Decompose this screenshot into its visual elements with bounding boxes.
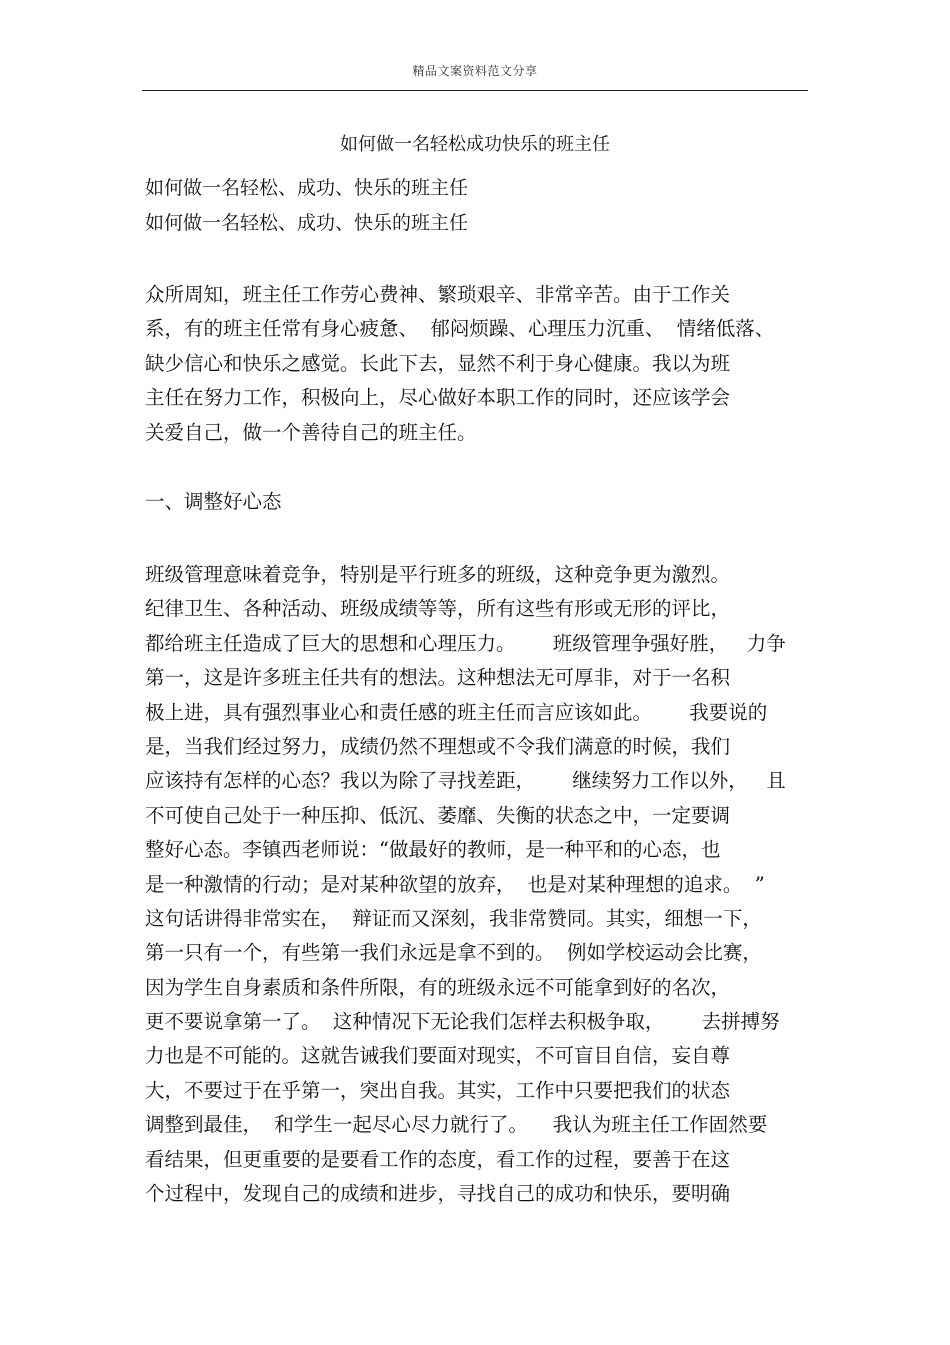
paragraph-line: 调整到最佳， 和学生一起尽心尽力就行了。 我认为班主任工作固然要 (145, 1113, 768, 1137)
paragraph-line: 大，不要过于在乎第一，突出自我。其实，工作中只要把我们的状态 (145, 1078, 731, 1102)
intro-paragraph (145, 278, 815, 450)
paragraph-line: 因为学生自身素质和条件所限，有的班级永远不可能拿到好的名次， (145, 975, 731, 999)
paragraph-line: 整好心态。李镇西老师说：“做最好的教师，是一种平和的心态，也 (145, 838, 721, 862)
paragraph-line: 班级管理意味着竞争，特别是平行班多的班级，这种竞争更为激烈。 (145, 563, 731, 586)
paragraph-line: 看结果，但更重要的是要看工作的态度，看工作的过程，要善于在这 (145, 1147, 731, 1171)
header-divider (142, 90, 808, 91)
paragraph-line: 众所周知，班主任工作劳心费神、繁琐艰辛、非常辛苦。由于工作关 (145, 283, 731, 306)
paragraph-line: 极上进，具有强烈事业心和责任感的班主任而言应该如此。 我要说的 (145, 700, 768, 724)
paragraph-line: 都给班主任造成了巨大的思想和心理压力。 班级管理争强好胜， 力争 (145, 631, 786, 655)
paragraph-line: 个过程中，发现自己的成绩和进步，寻找自己的成功和快乐，要明确 (145, 1182, 731, 1206)
paragraph-line: 主任在努力工作，积极向上，尽心做好本职工作的同时，还应该学会 (145, 386, 731, 410)
paragraph-line: 是一种激情的行动；是对某种欲望的放弃， 也是对某种理想的追求。 ” (145, 872, 765, 896)
paragraph-line: 第一只有一个，有些第一我们永远是拿不到的。 例如学校运动会比赛， (145, 941, 762, 965)
paragraph-line: 是，当我们经过努力，成绩仍然不理想或不令我们满意的时候，我们 (145, 734, 731, 758)
subtitle-line: 如何做一名轻松、成功、快乐的班主任 (145, 177, 469, 199)
document-title: 如何做一名轻松成功快乐的班主任 (340, 134, 610, 155)
section-heading: 一、调整好心态 (145, 490, 282, 513)
paragraph-line: 这句话讲得非常实在， 辩证而又深刻，我非常赞同。其实，细想一下， (145, 906, 762, 930)
paragraph-line: 第一，这是许多班主任共有的想法。这种想法无可厚非，对于一名积 (145, 666, 731, 690)
paragraph-line: 关爱自己，做一个善待自己的班主任。 (145, 420, 477, 444)
subtitle-line: 如何做一名轻松、成功、快乐的班主任 (145, 212, 469, 234)
paragraph-line: 不可使自己处于一种压抑、低沉、萎靡、失衡的状态之中，一定要调 (145, 803, 731, 827)
page-header-text: 精品文案资料范文分享 (412, 64, 538, 78)
paragraph-line: 力也是不可能的。这就告诫我们要面对现实，不可盲目自信，妄自尊 (145, 1044, 731, 1068)
section-paragraph (145, 558, 815, 1211)
paragraph-line: 应该持有怎样的心态？我以为除了寻找差距， 继续努力工作以外， 且 (145, 769, 786, 793)
paragraph-line: 更不要说拿第一了。 这种情况下无论我们怎样去积极争取， 去拼搏努 (145, 1010, 780, 1034)
paragraph-line: 缺少信心和快乐之感觉。长此下去，显然不利于身心健康。我以为班 (145, 351, 731, 375)
paragraph-line: 纪律卫生、各种活动、班级成绩等等，所有这些有形或无形的评比， (145, 597, 731, 621)
paragraph-line: 系，有的班主任常有身心疲惫、 郁闷烦躁、心理压力沉重、 情绪低落、 (145, 317, 775, 341)
